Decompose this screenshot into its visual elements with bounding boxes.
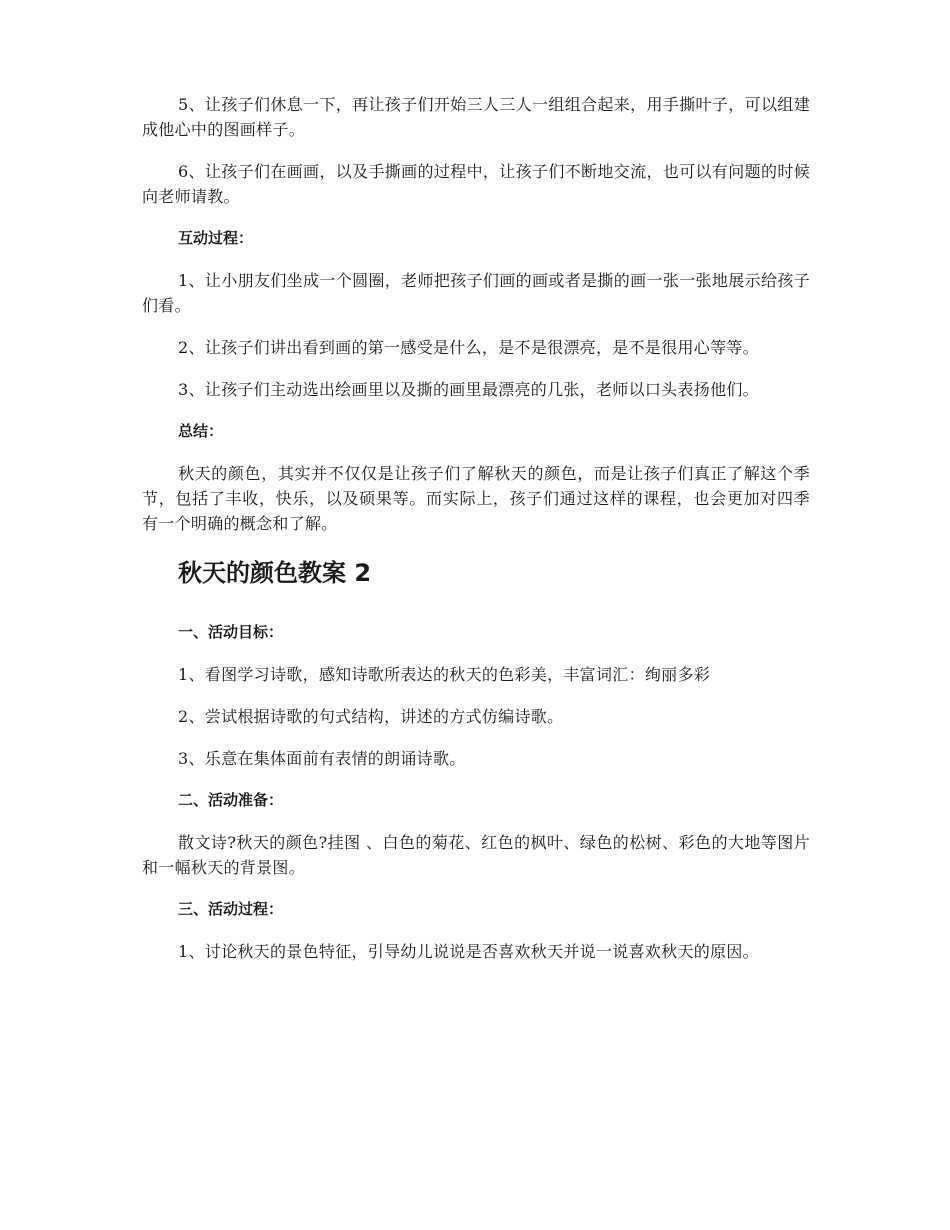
section-title: 秋天的颜色教案 2	[178, 559, 372, 587]
summary-paragraph: 秋天的颜色，其实并不仅仅是让孩子们了解秋天的颜色，而是让孩子们真正了解这个季节，包括了丰收，快乐，以及硕果等。而实际上，孩子们通过这样的课程，也会更加对四季有一个明确的概念和了解。	[142, 464, 810, 533]
goal-item: 1、看图学习诗歌，感知诗歌所表达的秋天的色彩美，丰富词汇：绚丽多彩	[178, 665, 711, 684]
interaction-item: 1、让小朋友们坐成一个圆圈，老师把孩子们画的画或者是撕的画一张一张地展示给孩子们看。	[142, 271, 810, 315]
step-5-paragraph: 5、让孩子们休息一下，再让孩子们开始三人三人一组组合起来，用手撕叶子，可以组建成他心中的图画样子。	[142, 95, 810, 139]
interaction-item: 2、让孩子们讲出看到画的第一感受是什么，是不是很漂亮，是不是很用心等等。	[178, 338, 759, 357]
process-heading: 三、活动过程：	[178, 900, 284, 918]
goal-heading: 一、活动目标：	[178, 623, 284, 641]
summary-heading: 总结：	[178, 422, 224, 440]
goal-item: 3、乐意在集体面前有表情的朗诵诗歌。	[178, 749, 466, 768]
prep-heading: 二、活动准备：	[178, 791, 284, 809]
step-6-paragraph: 6、让孩子们在画画，以及手撕画的过程中，让孩子们不断地交流，也可以有问题的时候向老师请教。	[142, 162, 810, 206]
process-item: 1、讨论秋天的景色特征，引导幼儿说说是否喜欢秋天并说一说喜欢秋天的原因。	[178, 942, 759, 961]
interaction-item: 3、让孩子们主动选出绘画里以及撕的画里最漂亮的几张，老师以口头表扬他们。	[178, 380, 759, 399]
interaction-heading: 互动过程：	[178, 229, 254, 247]
goal-item: 2、尝试根据诗歌的句式结构，讲述的方式仿编诗歌。	[178, 707, 564, 726]
document-page	[142, 92, 810, 981]
prep-paragraph: 散文诗?秋天的颜色?挂图 、白色的菊花、红色的枫叶、绿色的松树、彩色的大地等图片和一幅秋天的背景图。	[142, 833, 810, 877]
